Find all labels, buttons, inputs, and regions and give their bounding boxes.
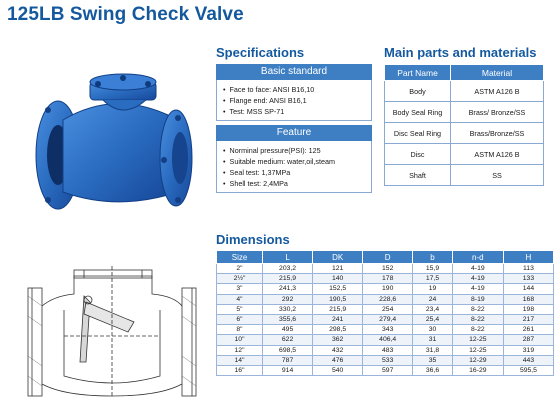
feature-item: • Seal test: 1,37MPa xyxy=(223,167,367,178)
table-cell: 17,5 xyxy=(413,274,453,284)
dimensions-header-row xyxy=(217,251,554,264)
table-row xyxy=(385,123,544,144)
dimensions-header-cell: n-d xyxy=(452,251,503,264)
table-row xyxy=(217,355,554,365)
parts-header-row xyxy=(385,65,544,81)
table-cell: 495 xyxy=(263,325,313,335)
table-cell: 2½" xyxy=(217,274,263,284)
table-cell: 168 xyxy=(503,294,553,304)
table-cell: 8-22 xyxy=(452,304,503,314)
table-row xyxy=(217,274,554,284)
table-cell: 287 xyxy=(503,335,553,345)
table-cell: 540 xyxy=(313,365,363,375)
table-cell: 533 xyxy=(363,355,413,365)
table-row xyxy=(217,304,554,314)
dimensions-header-cell: L xyxy=(263,251,313,264)
table-cell: 12-25 xyxy=(452,335,503,345)
table-cell: 16-29 xyxy=(452,365,503,375)
table-cell: 597 xyxy=(363,365,413,375)
valve-cross-section-drawing xyxy=(24,266,200,398)
specifications-panel xyxy=(216,64,372,193)
table-cell: 217 xyxy=(503,314,553,324)
table-row xyxy=(217,314,554,324)
table-cell: 443 xyxy=(503,355,553,365)
table-cell: 31,8 xyxy=(413,345,453,355)
feature-item: • Suitable medium: water,oil,steam xyxy=(223,156,367,167)
feature-header: Feature xyxy=(216,125,372,141)
parts-table xyxy=(384,64,544,186)
table-cell: 14" xyxy=(217,355,263,365)
dimensions-header-cell: Size xyxy=(217,251,263,264)
table-cell: 203,2 xyxy=(263,264,313,274)
table-cell: 113 xyxy=(503,264,553,274)
table-cell: 8" xyxy=(217,325,263,335)
table-cell: 35 xyxy=(413,355,453,365)
table-cell: 595,5 xyxy=(503,365,553,375)
table-cell: Body Seal Ring xyxy=(385,102,451,123)
table-cell: 30 xyxy=(413,325,453,335)
table-row xyxy=(217,325,554,335)
table-cell: 483 xyxy=(363,345,413,355)
table-cell: 5" xyxy=(217,304,263,314)
table-cell: Disc Seal Ring xyxy=(385,123,451,144)
table-cell: ASTM A126 B xyxy=(451,81,544,102)
table-cell: 24 xyxy=(413,294,453,304)
table-cell: 698,5 xyxy=(263,345,313,355)
table-cell: 152 xyxy=(363,264,413,274)
feature-list xyxy=(216,141,372,193)
table-cell: 19 xyxy=(413,284,453,294)
table-cell: 8-22 xyxy=(452,325,503,335)
basic-standard-item: • Test: MSS SP-71 xyxy=(223,106,367,117)
table-cell: 8-22 xyxy=(452,314,503,324)
table-row xyxy=(217,284,554,294)
table-cell: 23,4 xyxy=(413,304,453,314)
table-cell: 36,6 xyxy=(413,365,453,375)
dimensions-header-cell: b xyxy=(413,251,453,264)
table-cell: 241,3 xyxy=(263,284,313,294)
table-cell: Shaft xyxy=(385,165,451,186)
parts-heading: Main parts and materials xyxy=(384,45,537,60)
table-row xyxy=(217,365,554,375)
table-cell: 254 xyxy=(363,304,413,314)
table-cell: 476 xyxy=(313,355,363,365)
table-cell: ASTM A126 B xyxy=(451,144,544,165)
table-cell: Disc xyxy=(385,144,451,165)
table-row xyxy=(217,335,554,345)
table-cell: 261 xyxy=(503,325,553,335)
table-cell: 190 xyxy=(363,284,413,294)
feature-item: • Norminal pressure(PSI): 125 xyxy=(223,145,367,156)
table-cell: 279,4 xyxy=(363,314,413,324)
table-row xyxy=(385,144,544,165)
table-cell: 8-19 xyxy=(452,294,503,304)
table-cell: 25,4 xyxy=(413,314,453,324)
table-cell: 914 xyxy=(263,365,313,375)
parts-header-cell: Part Name xyxy=(385,65,451,81)
basic-standard-header: Basic standard xyxy=(216,64,372,80)
table-row xyxy=(217,294,554,304)
table-cell: Brass/Bronze/SS xyxy=(451,123,544,144)
table-cell: 16" xyxy=(217,365,263,375)
table-cell: 298,5 xyxy=(313,325,363,335)
table-cell: Body xyxy=(385,81,451,102)
table-cell: 133 xyxy=(503,274,553,284)
table-cell: SS xyxy=(451,165,544,186)
basic-standard-item: • Face to face: ANSI B16,10 xyxy=(223,84,367,95)
table-cell: 215,9 xyxy=(263,274,313,284)
dimensions-heading: Dimensions xyxy=(216,232,290,247)
table-cell: 355,6 xyxy=(263,314,313,324)
table-cell: 198 xyxy=(503,304,553,314)
table-cell: 215,9 xyxy=(313,304,363,314)
table-cell: 4-19 xyxy=(452,264,503,274)
page-title: 125LB Swing Check Valve xyxy=(7,4,244,25)
table-cell: 787 xyxy=(263,355,313,365)
table-cell: 15,9 xyxy=(413,264,453,274)
table-cell: 432 xyxy=(313,345,363,355)
table-cell: 241 xyxy=(313,314,363,324)
table-cell: 12" xyxy=(217,345,263,355)
table-cell: 406,4 xyxy=(363,335,413,345)
table-cell: 4" xyxy=(217,294,263,304)
table-row xyxy=(385,102,544,123)
table-cell: 4-19 xyxy=(452,284,503,294)
table-row xyxy=(385,165,544,186)
table-cell: 12-29 xyxy=(452,355,503,365)
dimensions-table xyxy=(216,250,554,376)
parts-header-cell: Material xyxy=(451,65,544,81)
dimensions-header-cell: DK xyxy=(313,251,363,264)
table-cell: Brass/ Bronze/SS xyxy=(451,102,544,123)
table-cell: 190,5 xyxy=(313,294,363,304)
table-cell: 144 xyxy=(503,284,553,294)
table-cell: 10" xyxy=(217,335,263,345)
table-cell: 343 xyxy=(363,325,413,335)
table-cell: 362 xyxy=(313,335,363,345)
table-cell: 3" xyxy=(217,284,263,294)
table-cell: 31 xyxy=(413,335,453,345)
table-cell: 121 xyxy=(313,264,363,274)
table-row xyxy=(217,345,554,355)
table-row xyxy=(217,264,554,274)
table-cell: 140 xyxy=(313,274,363,284)
table-cell: 292 xyxy=(263,294,313,304)
valve-product-photo xyxy=(28,60,200,210)
table-cell: 152,5 xyxy=(313,284,363,294)
dimensions-header-cell: H xyxy=(503,251,553,264)
table-cell: 12-25 xyxy=(452,345,503,355)
basic-standard-list xyxy=(216,80,372,121)
table-cell: 2" xyxy=(217,264,263,274)
specifications-heading: Specifications xyxy=(216,45,305,60)
table-cell: 330,2 xyxy=(263,304,313,314)
feature-item: • Shell test: 2,4MPa xyxy=(223,178,367,189)
table-cell: 178 xyxy=(363,274,413,284)
table-cell: 6" xyxy=(217,314,263,324)
table-cell: 228,6 xyxy=(363,294,413,304)
dimensions-header-cell: D xyxy=(363,251,413,264)
table-cell: 622 xyxy=(263,335,313,345)
table-row xyxy=(385,81,544,102)
table-cell: 4-19 xyxy=(452,274,503,284)
basic-standard-item: • Flange end: ANSI B16,1 xyxy=(223,95,367,106)
table-cell: 319 xyxy=(503,345,553,355)
